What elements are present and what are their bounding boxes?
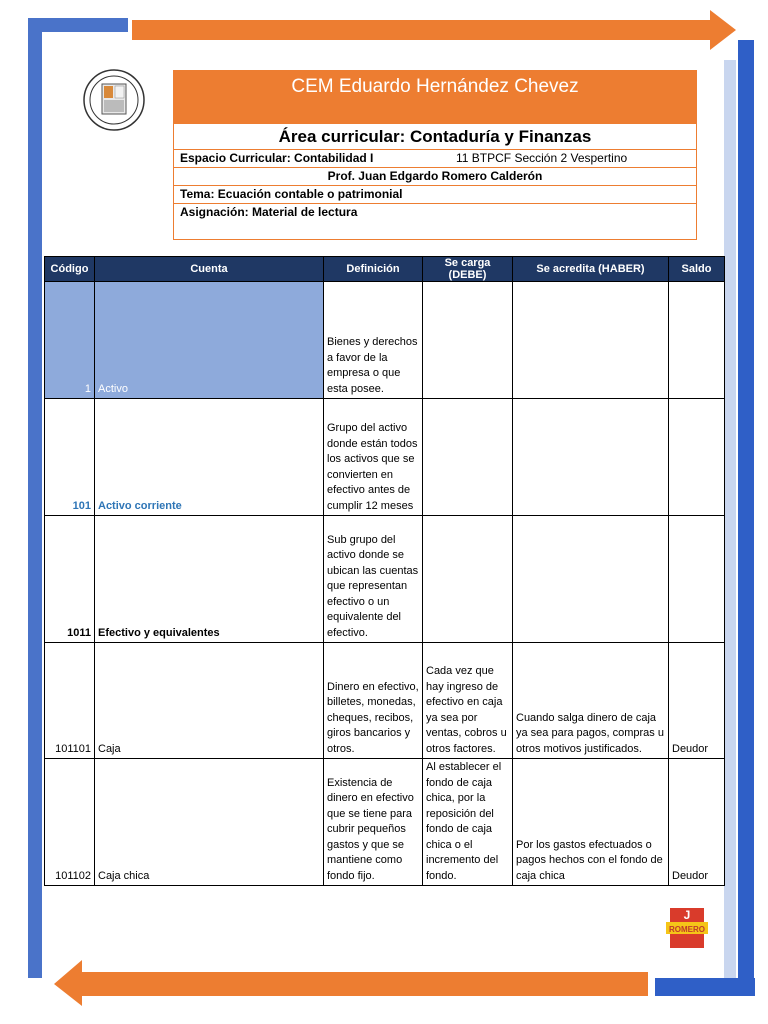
- account-debit: [423, 282, 513, 399]
- frame-right-bar: [738, 40, 754, 995]
- account-name: Efectivo y equivalentes: [95, 516, 324, 643]
- frame-top-left-bar: [28, 18, 128, 32]
- curricular-area: Área curricular: Contaduría y Finanzas: [173, 124, 697, 150]
- professor-name: Prof. Juan Edgardo Romero Calderón: [173, 168, 697, 186]
- assignment-line: Asignación: Material de lectura: [173, 204, 697, 240]
- course-name: Espacio Curricular: Contabilidad I: [180, 151, 374, 165]
- account-credit: [513, 516, 669, 643]
- account-balance: [669, 516, 725, 643]
- column-header-credit: Se acredita (HABER): [513, 257, 669, 282]
- table-row: [45, 516, 725, 643]
- account-name: Caja chica: [95, 759, 324, 886]
- publisher-logo-icon: [664, 906, 710, 952]
- topic-line: Tema: Ecuación contable o patrimonial: [173, 186, 697, 204]
- account-definition: Bienes y derechos a favor de la empresa o que esta posee.: [324, 282, 423, 399]
- accounts-table: [44, 256, 725, 886]
- course-line: [173, 150, 697, 168]
- table-row: [45, 399, 725, 516]
- column-header-code: Código: [45, 257, 95, 282]
- arrow-left-icon: [52, 956, 652, 1006]
- account-credit: [513, 282, 669, 399]
- column-header-balance: Saldo: [669, 257, 725, 282]
- account-code: 1: [45, 282, 95, 399]
- column-header-debit: Se carga (DEBE): [423, 257, 513, 282]
- table-row: [45, 643, 725, 759]
- account-code: 1011: [45, 516, 95, 643]
- account-balance: [669, 282, 725, 399]
- account-name: Caja: [95, 643, 324, 759]
- frame-bottom-bar: [655, 978, 755, 996]
- section-label: 11 BTPCF Sección 2 Vespertino: [456, 151, 628, 165]
- document-header: [173, 70, 697, 240]
- school-seal-icon: [82, 68, 146, 132]
- account-debit: Al establecer el fondo de caja chica, por la reposición del fondo de caja chica o el incremento del fondo.: [423, 759, 513, 886]
- table-row: [45, 759, 725, 886]
- svg-text:ROMERO: ROMERO: [669, 925, 705, 934]
- account-debit: [423, 399, 513, 516]
- svg-text:J: J: [683, 908, 691, 922]
- column-header-account: Cuenta: [95, 257, 324, 282]
- account-definition: Dinero en efectivo, billetes, monedas, cheques, recibos, giros bancarios y otros.: [324, 643, 423, 759]
- frame-left-bar: [28, 18, 42, 978]
- account-name: Activo: [95, 282, 324, 399]
- account-credit: [513, 399, 669, 516]
- account-definition: Grupo del activo donde están todos los activos que se convierten en efectivo antes de cumplir 12 meses: [324, 399, 423, 516]
- table-header-row: [45, 257, 725, 282]
- account-definition: Existencia de dinero en efectivo que se tiene para cubrir pequeños gastos y que se mantiene como fondo fijo.: [324, 759, 423, 886]
- table-row: [45, 282, 725, 399]
- frame-right-shadow: [724, 60, 736, 990]
- column-header-definition: Definición: [324, 257, 423, 282]
- account-code: 101102: [45, 759, 95, 886]
- account-name: Activo corriente: [95, 399, 324, 516]
- account-debit: [423, 516, 513, 643]
- account-credit: Por los gastos efectuados o pagos hechos con el fondo de caja chica: [513, 759, 669, 886]
- account-debit: Cada vez que hay ingreso de efectivo en caja ya sea por ventas, cobros u otros factores.: [423, 643, 513, 759]
- account-credit: Cuando salga dinero de caja ya sea para pagos, compras u otros motivos justificados.: [513, 643, 669, 759]
- arrow-right-icon: [130, 8, 740, 52]
- account-balance: Deudor: [669, 643, 725, 759]
- account-code: 101101: [45, 643, 95, 759]
- account-code: 101: [45, 399, 95, 516]
- school-name: CEM Eduardo Hernández Chevez: [173, 70, 697, 124]
- account-definition: Sub grupo del activo donde se ubican las cuentas que representan efectivo o un equivalente del efectivo.: [324, 516, 423, 643]
- account-balance: Deudor: [669, 759, 725, 886]
- account-balance: [669, 399, 725, 516]
